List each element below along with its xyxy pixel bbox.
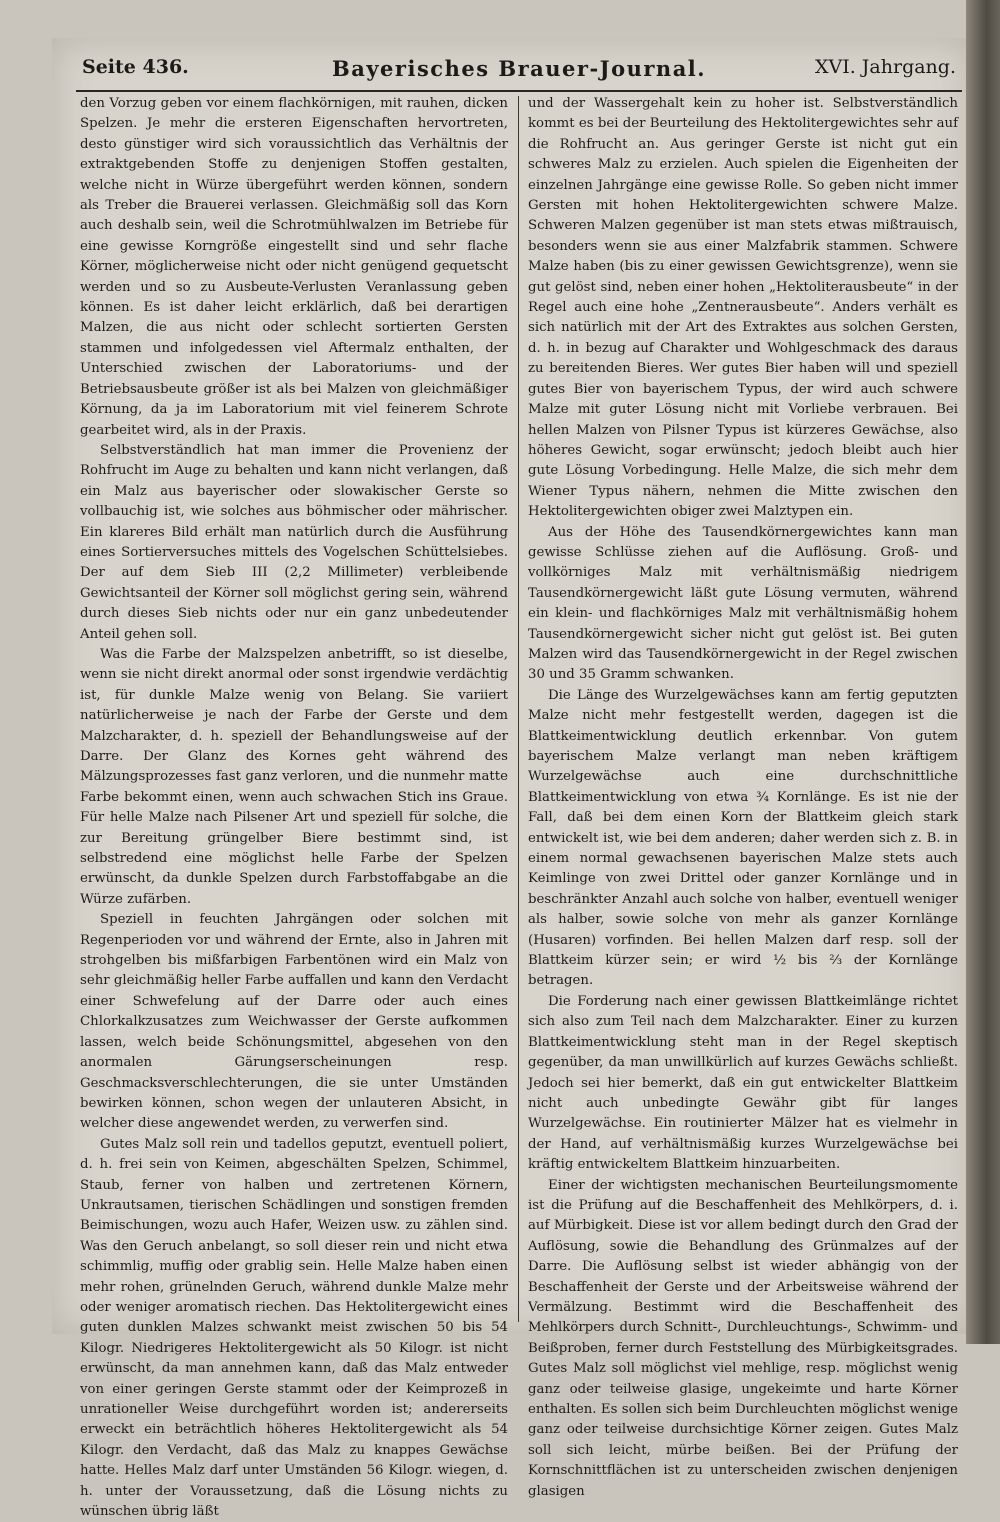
- binding-edge: [966, 0, 1000, 1344]
- paragraph: Einer der wichtigsten mechanischen Beurteilungsmomente ist die Prüfung auf die Beschaffenheit des Mehlkörpers, d. i. auf Mürbigkeit. Diese ist vor allem bedingt durch den Grad der Auflösung, sowie die Behandlung des Grünmalzes auf der Darre. Die Auflösung selbst ist wieder abhängig von der Beschaffenheit der Gerste und der Arbeitsweise während der Vermälzung. Bestimmt wird die Beschaffenheit des Mehlkörpers durch Schnitt-, Durchleuchtungs-, Schwimm- und Beißproben, ferner durch Feststellung des Mürbigkeitsgrades. Gutes Malz soll möglichst viel mehlige, resp. möglichst wenig ganz oder teilweise glasige, ungekeimte und harte Körner enthalten. Es sollen sich beim Durchleuchten möglichst wenige ganz oder teilweise durchsichtige Körner zeigen. Gutes Malz soll sich leicht, mürbe beißen. Bei der Prüfung der Kornschnittflächen ist zu unterscheiden zwischen denjenigen glasigen: [528, 1177, 958, 1499]
- page-number: Seite 436.: [82, 56, 189, 78]
- paragraph: Aus der Höhe des Tausendkörnergewichtes kann man gewisse Schlüsse ziehen auf die Auflösung. Groß- und vollkörniges Malz mit verhältnismäßig niedrigem Tausendkörnergewicht läßt gute Lösung vermuten, während ein klein- und flachkörniges Malz mit verhältnismäßig hohem Tausendkörnergewicht sicher nicht gut gelöst ist. Bei guten Malzen wird das Tausendkörnergewicht in der Regel zwischen 30 und 35 Gramm schwanken.: [528, 524, 958, 683]
- journal-title: Bayerisches Brauer-Journal.: [332, 56, 707, 81]
- page-header: [62, 56, 962, 90]
- paragraph: Speziell in feuchten Jahrgängen oder solchen mit Regenperioden vor und während der Ernte, also in Jahren mit strohgelben bis mißfarbigen Farbentönen wird ein Malz von sehr gleichmäßig heller Farbe auffallen und kann den Verdacht einer Schwefelung auf der Darre oder auch eines Chlorkalkzusatzes zum Weichwasser der Gerste aufkommen lassen, welch beide Schönungsmittel, abgesehen von den anormalen Gärungserscheinungen resp. Geschmacksverschlechterungen, die sie unter Umständen bewirken können, schon wegen der unlauteren Absicht, in welcher diese angewendet werden, zu verwerfen sind.: [80, 912, 508, 1132]
- paragraph: Selbstverständlich hat man immer die Provenienz der Rohfrucht im Auge zu behalten und kann nicht verlangen, daß ein Malz aus bayerischer oder slowakischer Gerste so vollbauchig ist, wie solches aus böhmischer oder mährischer. Ein klareres Bild erhält man natürlich durch die Ausführung eines Sortierversuches mittels des Vogelschen Schüttelsiebes. Der auf dem Sieb III (2,2 Millimeter) verbleibende Gewichtsanteil der Körner soll möglichst gering sein, während durch dieses Sieb nichts oder nur ein ganz unbedeutender Anteil gehen soll.: [80, 442, 508, 642]
- volume-label: XVI. Jahrgang.: [814, 56, 956, 78]
- paragraph: und der Wassergehalt kein zu hoher ist. Selbstverständlich kommt es bei der Beurteilung des Hektolitergewichtes sehr auf die Rohfrucht an. Aus geringer Gerste ist nicht gut ein schweres Malz zu erzielen. Auch spielen die Eigenheiten der einzelnen Jahrgänge eine gewisse Rolle. So geben nicht immer Gersten mit hohen Hektolitergewichten schwere Malze. Schweren Malzen gegenüber ist man stets etwas mißtrauisch, besonders wenn sie aus einer Malzfabrik stammen. Schwere Malze haben (bis zu einer gewissen Gewichtsgrenze), wenn sie gut gelöst sind, neben einer hohen „Hektoliterausbeute“ in der Regel auch eine hohe „Zentnerausbeute“. Anders verhält es sich natürlich mit der Art des Extraktes aus solchen Gersten, d. h. in bezug auf Charakter und Wohlgeschmack des daraus zu bereitenden Bieres. Wer gutes Bier haben will und speziell gutes Bier von bayerischem Typus, der wird auch schwere Malze mit guter Lösung nicht mit Vorliebe verbrauen. Bei hellen Malzen von Pilsner Typus ist kürzeres Gewächse, also höheres Gewicht, sogar erwünscht; jedoch bleibt auch hier gute Lösung Vorbedingung. Helle Malze, die sich mehr dem Wiener Typus nähern, nehmen die Mitte zwischen den Hektolitergewichten obiger zwei Malztypen ein.: [528, 96, 958, 520]
- paragraph: Gutes Malz soll rein und tadellos geputzt, eventuell poliert, d. h. frei sein von Keimen, abgeschälten Spelzen, Schimmel, Staub, ferner von halben und zertretenen Körnern, Unkrautsamen, tierischen Schädlingen und sonstigen fremden Beimischungen, wozu auch Hafer, Weizen usw. zu zählen sind. Was den Geruch anbelangt, so soll dieser rein und nicht etwa schimmlig, muffig oder grablig sein. Helle Malze haben einen mehr rohen, grünelnden Geruch, während dunkle Malze mehr oder weniger aromatisch riechen. Das Hektolitergewicht eines guten dunklen Malzes schwankt meist zwischen 50 bis 54 Kilogr. Niedrigeres Hektolitergewicht als 50 Kilogr. ist nicht erwünscht, da man annehmen kann, daß das Malz entweder von einer geringen Gerste stammt oder der Keimprozeß in unrationeller Weise durchgeführt worden ist; andererseits erweckt ein beträchtlich höheres Hektolitergewicht als 54 Kilogr. den Verdacht, daß das Malz zu knappes Gewächse hatte. Helles Malz darf unter Umständen 56 Kilogr. wiegen, d. h. unter der Voraussetzung, daß die Lösung nichts zu wünschen übrig läßt: [80, 1136, 508, 1520]
- paragraph: den Vorzug geben vor einem flachkörnigen, mit rauhen, dicken Spelzen. Je mehr die ersteren Eigenschaften hervortreten, desto günstiger wird sich voraussichtlich das Verhältnis der extraktgebenden Stoffe zu denjenigen Stoffen gestalten, welche nicht in Würze übergeführt werden können, sondern als Treber die Brauerei verlassen. Gleichmäßig soll das Korn auch deshalb sein, weil die Schrotmühlwalzen im Betriebe für eine gewisse Korngröße eingestellt sind und sehr flache Körner, möglicherweise nicht oder nicht genügend gequetscht werden und so zu Ausbeute-Verlusten Veranlassung geben können. Es ist daher leicht erklärlich, daß bei derartigen Malzen, die aus nicht oder schlecht sortierten Gersten stammen und infolgedessen viel Aftermalz enthalten, der Unterschied zwischen der Laboratoriums- und der Betriebsausbeute größer ist als bei Malzen von gleichmäßiger Körnung, da ja im Laboratorium mit viel feinerem Schrote gearbeitet wird, als in der Praxis.: [80, 96, 508, 438]
- paragraph: Was die Farbe der Malzspelzen anbetrifft, so ist dieselbe, wenn sie nicht direkt anormal oder sonst irgendwie verdächtig ist, für dunkle Malze wenig von Belang. Sie variiert natürlicherweise je nach der Farbe der Gerste und dem Malzcharakter, d. h. speziell der Behandlungsweise auf der Darre. Der Glanz des Kornes geht während des Mälzungsprozesses fast ganz verloren, und die nunmehr matte Farbe bekommt einen, wenn auch schwachen Stich ins Graue. Für helle Malze nach Pilsener Art und speziell für solche, die zur Bereitung grüngelber Biere bestimmt sind, ist selbstredend eine möglichst helle Farbe der Spelzen erwünscht, da dunkle Spelzen durch Farbstoffabgabe an die Würze zufärben.: [80, 646, 508, 907]
- paragraph: Die Forderung nach einer gewissen Blattkeimlänge richtet sich also zum Teil nach dem Malzcharakter. Einer zu kurzen Blattkeimentwicklung steht man in der Regel skeptisch gegenüber, da man unwillkürlich auf kurzes Gewächs schließt. Jedoch sei hier bemerkt, daß ein gut entwickelter Blattkeim nicht auch unbedingte Gewähr gibt für langes Wurzelgewächse. Ein routinierter Mälzer hat es vielmehr in der Hand, auf verhältnismäßig kurzes Wurzelgewächse bei kräftig entwickeltem Blattkeim hinzuarbeiten.: [528, 993, 958, 1173]
- column-divider: [518, 96, 519, 1322]
- left-column: [80, 94, 508, 1522]
- paragraph: Die Länge des Wurzelgewächses kann am fertig geputzten Malze nicht mehr festgestellt werden, dagegen ist die Blattkeimentwicklung deutlich erkennbar. Von gutem bayerischem Malze verlangt man neben kräftigem Wurzelgewächse auch eine durchschnittliche Blattkeimentwicklung von etwa ¾ Kornlänge. Es ist nie der Fall, daß bei dem einen Korn der Blattkeim gleich stark entwickelt ist, wie bei dem anderen; daher werden sich z. B. in einem normal gewachsenen bayerischen Malze stets auch Keimlinge von zwei Drittel oder ganzer Kornlänge und in beschränkter Anzahl auch solche von halber, eventuell weniger als halber, sowie solche von mehr als ganzer Kornlänge (Husaren) vorfinden. Bei hellen Malzen darf resp. soll der Blattkeim kürzer sein; er wird ½ bis ⅔ der Kornlänge betragen.: [528, 687, 958, 989]
- right-column: [528, 94, 958, 1502]
- header-rule: [76, 90, 962, 92]
